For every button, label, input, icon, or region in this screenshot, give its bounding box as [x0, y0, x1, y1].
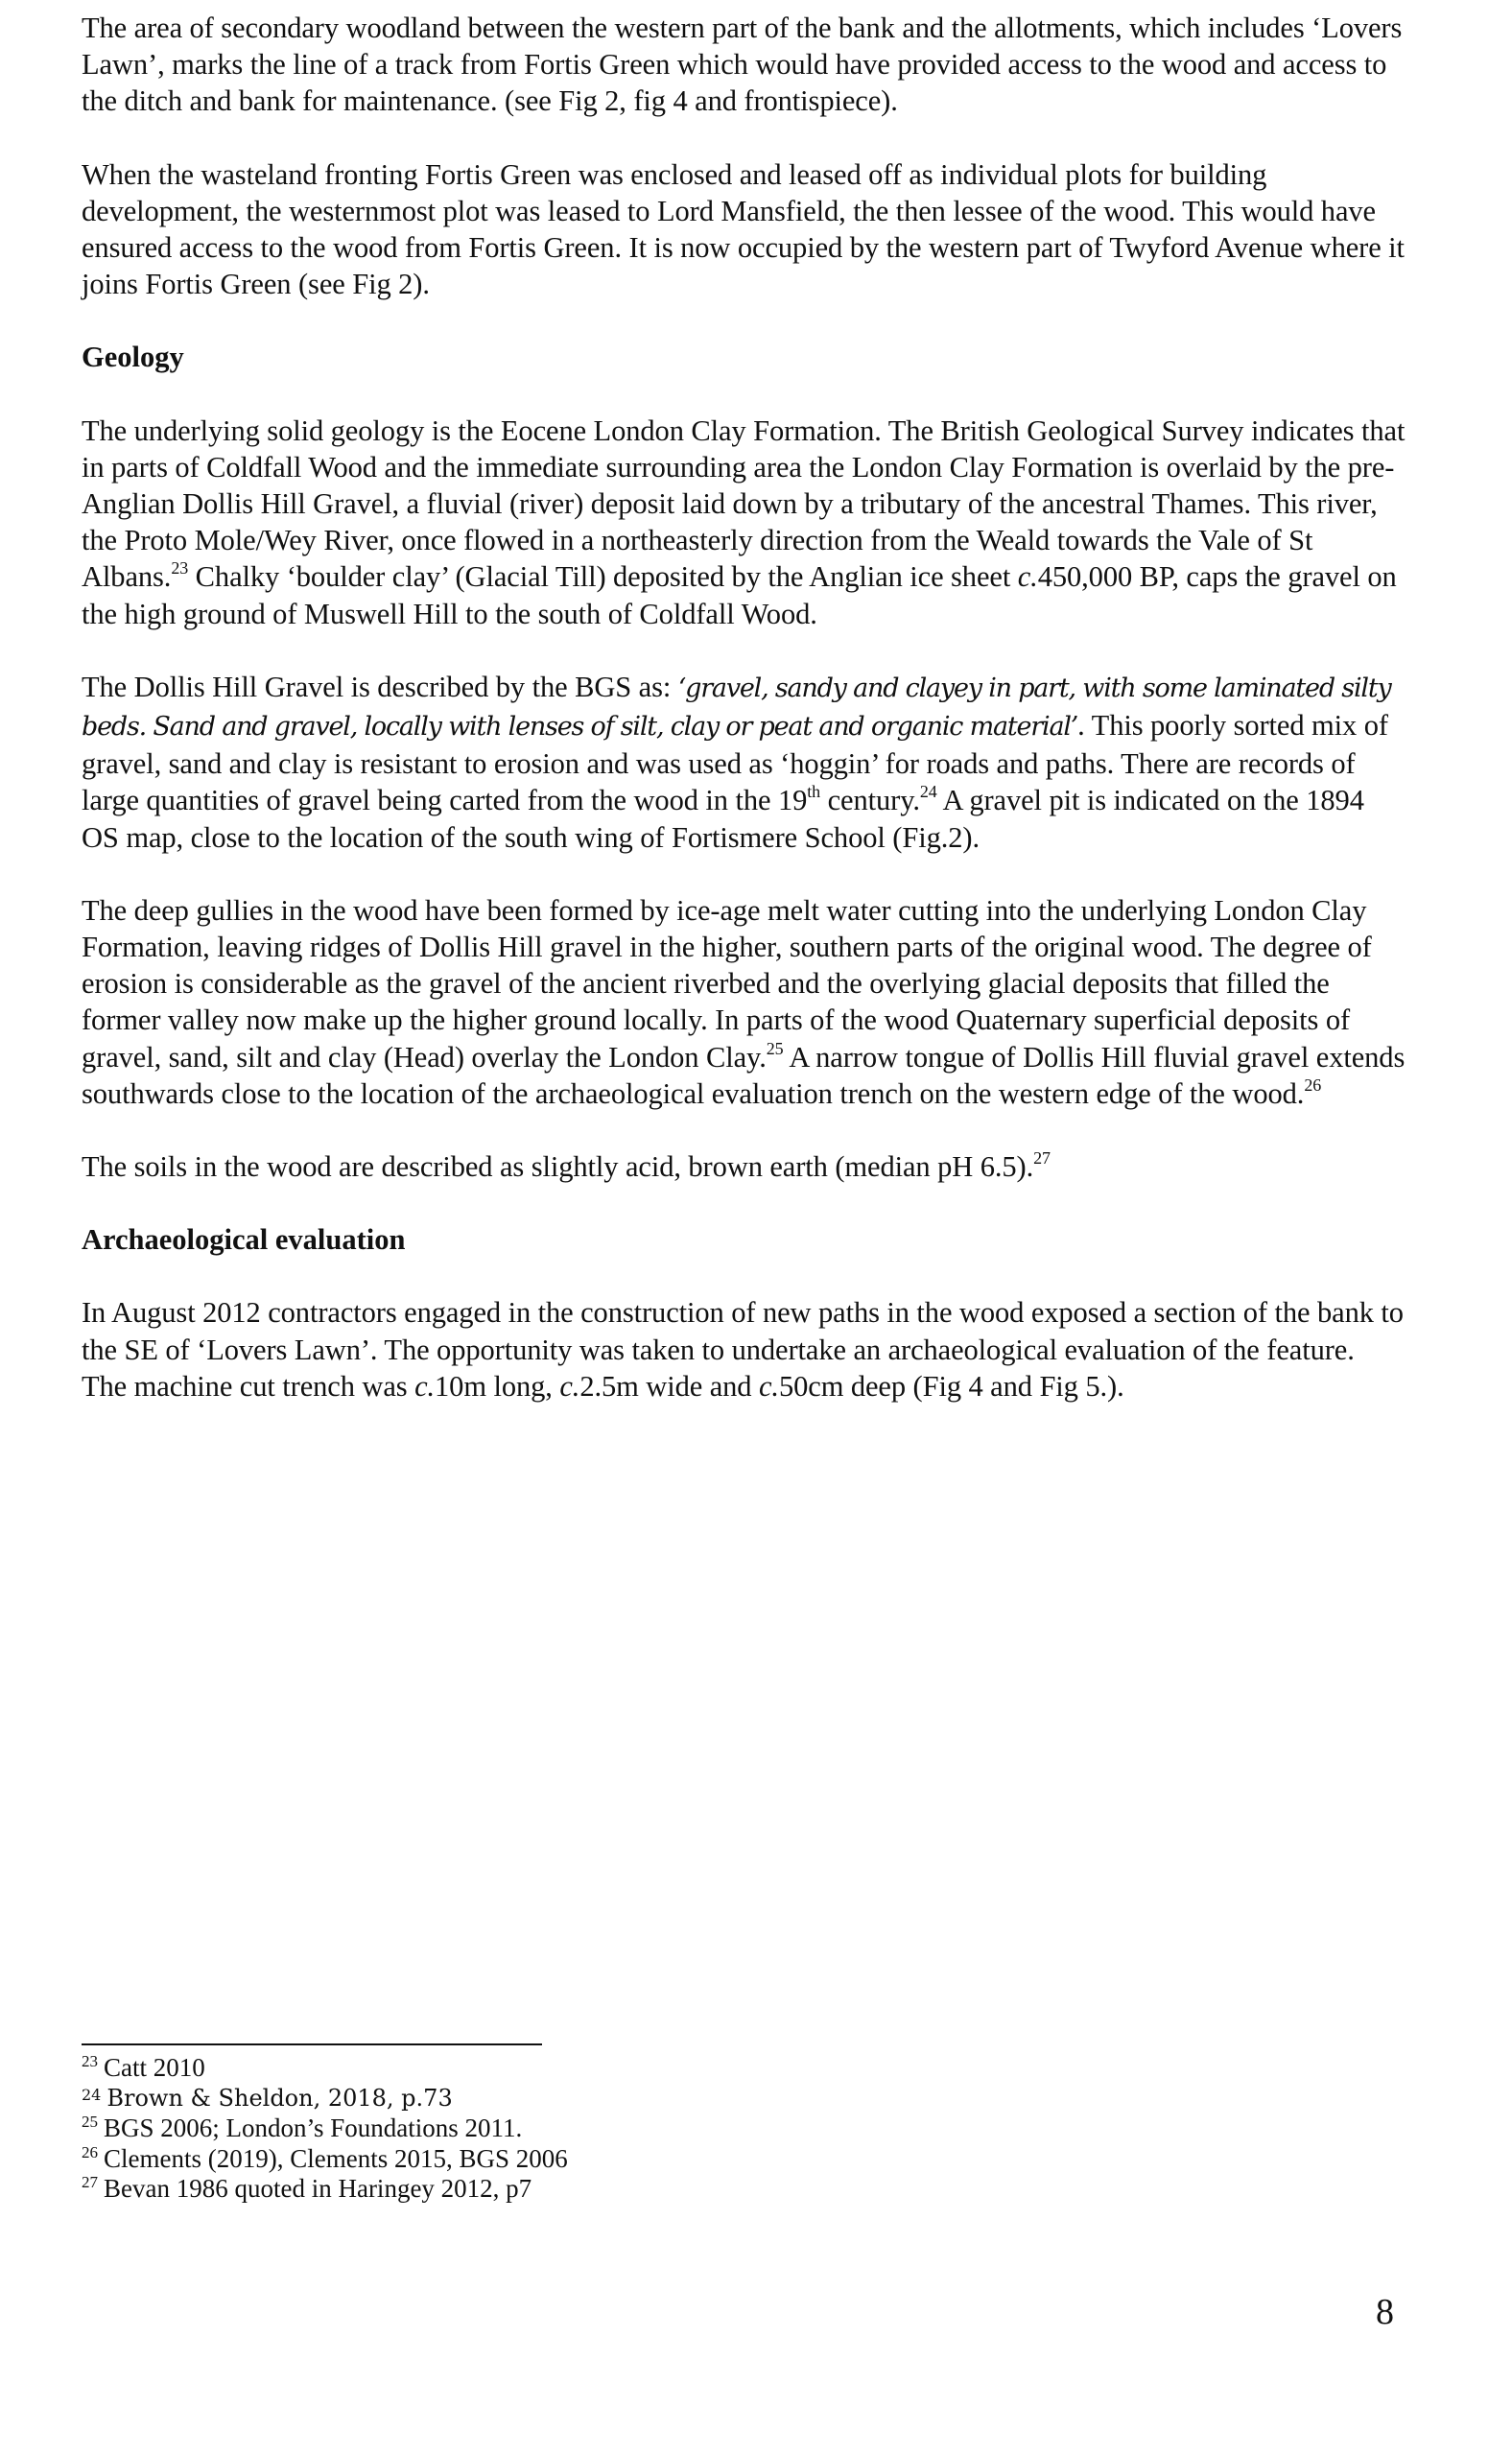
paragraph-evaluation-trench: [82, 1294, 1406, 1405]
paragraph-text: A gravel pit is indicated on the 1894 OS map, close to the location of the south wing of Fortismere School (Fig.2).: [82, 784, 1364, 854]
paragraph-soils: [82, 1148, 1406, 1185]
footnote-separator: [82, 2043, 542, 2045]
footnote-number: 25: [82, 2113, 98, 2131]
paragraph-text: The underlying solid geology is the Eocene London Clay Formation. The British Geological Survey indicates that in parts of Coldfall Wood and the immediate surrounding area the London Clay Formation is overlaid by the pre-Anglian Dollis Hill Gravel, a fluvial (river) deposit laid down by a tributary of the ancestral Thames. This river, the Proto Mole/Wey River, once flowed in a northeasterly direction from the Weald towards the Vale of St Albans.: [82, 413, 1406, 594]
footnote-number: 24: [82, 2085, 102, 2104]
footnote-23: [82, 2053, 945, 2084]
footnote-number: 27: [82, 2173, 98, 2191]
footnotes: [82, 2043, 945, 2205]
footnote-text: Catt 2010: [104, 2053, 205, 2082]
ordinal-suffix: th: [807, 782, 821, 802]
paragraph-text: 450,000 BP, caps the gravel on the high ground of Muswell Hill to the south of Coldfall Wood.: [82, 560, 1397, 630]
paragraph-text: A narrow tongue of Dollis Hill fluvial gravel extends southwards close to the location of the archaeological evaluation trench on the western edge of the wood.: [82, 1040, 1406, 1110]
footnote-text: Bevan 1986 quoted in Haringey 2012, p7: [104, 2174, 532, 2203]
footnote-text: Brown & Sheldon, 2018, p.73: [106, 2084, 453, 2112]
circa-abbrev: c.: [414, 1369, 436, 1403]
paragraph-text: century.: [820, 784, 920, 817]
footnote-ref[interactable]: 27: [1033, 1147, 1051, 1168]
footnote-number: 23: [82, 2052, 98, 2070]
paragraph-text: 50cm deep (Fig 4 and Fig 5.).: [778, 1369, 1124, 1403]
footnote-27: [82, 2174, 945, 2205]
footnote-number: 26: [82, 2142, 98, 2161]
footnote-ref[interactable]: 24: [919, 782, 937, 802]
bgs-quote: ‘gravel, sandy and clayey in part, with some laminated silty beds. Sand and gravel, locally with lenses of silt, clay or peat and organic material’: [82, 673, 1391, 743]
circa-abbrev: c.: [1017, 560, 1038, 594]
page-number: 8: [1376, 2292, 1394, 2332]
paragraph-text: 2.5m wide and: [579, 1369, 759, 1403]
paragraph-track-access: The area of secondary woodland between the western part of the bank and the allotments, which includes ‘Lovers Lawn’, marks the line of a track from Fortis Green which would have provided access to the wood and access to the ditch and bank for maintenance. (see Fig 2, fig 4 and frontispiece).: [82, 12, 1403, 118]
footnote-25: [82, 2114, 945, 2144]
footnote-ref[interactable]: 23: [171, 558, 189, 579]
footnote-ref[interactable]: 25: [766, 1038, 784, 1058]
footnote-text: BGS 2006; London’s Foundations 2011.: [104, 2114, 523, 2142]
paragraph-text: Chalky ‘boulder clay’ (Glacial Till) deposited by the Anglian ice sheet: [188, 560, 1018, 594]
paragraph-dollis-hill-gravel: [82, 669, 1406, 856]
circa-abbrev: c.: [559, 1369, 580, 1403]
paragraph-text: . This poorly sorted mix of gravel, sand and clay is resistant to erosion and was used as ‘hoggin’ for roads and paths. There are records of large quantities of gravel being carted from the wood in the 19: [82, 709, 1388, 817]
footnote-text: Clements (2019), Clements 2015, BGS 2006: [104, 2143, 568, 2173]
footnote-24: [82, 2084, 945, 2114]
paragraph-text: 10m long,: [435, 1369, 560, 1403]
paragraph-deep-gullies: [82, 892, 1406, 1112]
document-body: [82, 10, 1406, 1405]
paragraph-text: In August 2012 contractors engaged in the construction of new paths in the wood exposed a section of the bank to the SE of ‘Lovers Lawn’. The opportunity was taken to undertake an archaeological evaluation of the feature. The machine cut trench was: [82, 1296, 1404, 1403]
section-heading-archaeological-evaluation: Archaeological evaluation: [82, 1223, 406, 1257]
section-heading-geology: Geology: [82, 341, 184, 374]
paragraph-solid-geology: [82, 413, 1406, 632]
circa-abbrev: c.: [758, 1369, 779, 1403]
footnote-26: [82, 2144, 945, 2175]
footnote-ref[interactable]: 26: [1304, 1074, 1322, 1095]
paragraph-wasteland-enclosure: When the wasteland fronting Fortis Green was enclosed and leased off as individual plots for building development, the westernmost plot was leased to Lord Mansfield, the then lessee of the wood. This would have ensured access to the wood from Fortis Green. It is now occupied by the western part of Twyford Avenue where it joins Fortis Green (see Fig 2).: [82, 157, 1405, 301]
paragraph-text: The soils in the wood are described as slightly acid, brown earth (median pH 6.5).: [82, 1150, 1034, 1184]
paragraph-text: The Dollis Hill Gravel is described by the BGS as:: [82, 670, 678, 703]
paragraph-text: The deep gullies in the wood have been formed by ice-age melt water cutting into the underlying London Clay Formation, leaving ridges of Dollis Hill gravel in the higher, southern parts of the original wood. The degree of erosion is considerable as the gravel of the ancient riverbed and the overlying glacial deposits that filled the former valley now make up the higher ground locally. In parts of the wood Quaternary superficial deposits of gravel, sand, silt and clay (Head) overlay the London Clay.: [82, 893, 1372, 1074]
